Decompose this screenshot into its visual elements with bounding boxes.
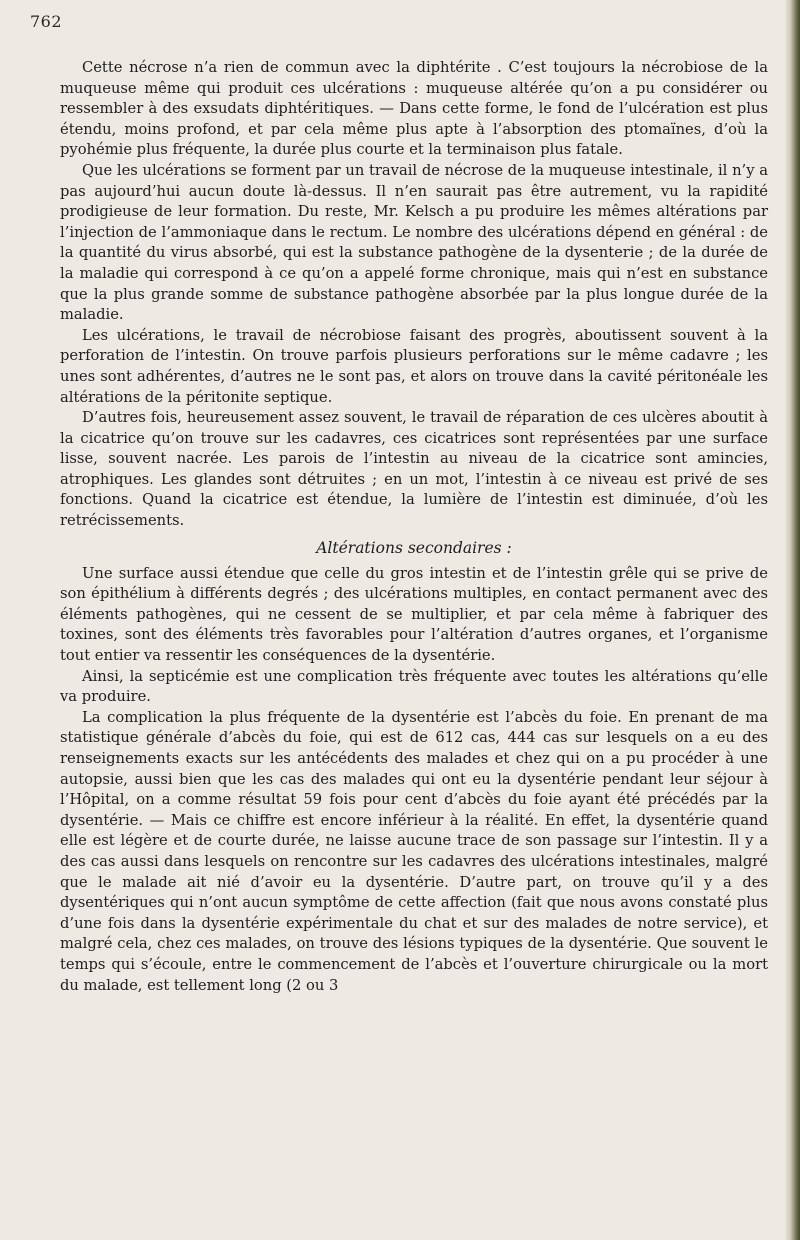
- page-edge-shadow: [784, 0, 800, 1240]
- section-heading: Altérations secondaires :: [316, 538, 512, 557]
- paragraph: Les ulcérations, le travail de nécrobiose faisant des progrès, aboutissent souvent à la perforation de l’intestin. On trouve parfois plusieurs perforations sur le même cadavre ; les unes sont adhérentes, d’autres ne le sont pas, et alors on trouve dans la cavité péritonéale les altérations de la péritonite septique.: [60, 326, 768, 406]
- paragraph: Ainsi, la septicémie est une complication très fréquente avec toutes les altérations qu’elle va produire.: [60, 667, 768, 706]
- paragraph: Une surface aussi étendue que celle du gros intestin et de l’intestin grêle qui se prive de son épithélium à différents degrés ; des ulcérations multiples, en contact permanent avec des éléments pathogènes, qui ne cessent de se multiplier, et par cela même à fabriquer des toxines, sont des éléments très favorables pour l’altération d’autres organes, et l’organisme tout entier va ressentir les conséquences de la dysentérie.: [60, 564, 768, 665]
- page-number: 762: [30, 12, 63, 31]
- paragraph: Cette nécrose n’a rien de commun avec la diphtérite . C’est toujours la nécrobiose de la muqueuse même qui produit ces ulcérations : muqueuse altérée qu’on a pu considérer ou ressembler à des exsudats diphtéritiques. — Dans cette forme, le fond de l’ulcération est plus étendu, moins profond, et par cela même plus apte à l’absorption des ptomaïnes, d’où la pyohémie plus fréquente, la durée plus courte et la terminaison plus fatale.: [60, 59, 768, 159]
- paragraph: D’autres fois, heureusement assez souvent, le travail de réparation de ces ulcères aboutit à la cicatrice qu’on trouve sur les cadavres, ces cicatrices sont représentées par une surface lisse, souvent nacrée. Les parois de l’intestin au niveau de la cicatrice sont amincies, atrophiques. Les glandes sont détruites ; en un mot, l’intestin à ce niveau est privé de ses fonctions. Quand la cicatrice est étendue, la lumière de l’intestin est diminuée, d’où les retrécissements.: [60, 409, 768, 530]
- paragraph: Que les ulcérations se forment par un travail de nécrose de la muqueuse intestinale, il n’y a pas aujourd’hui aucun doute là-dessus. Il n’en saurait pas être autrement, vu la rapidité prodigieuse de leur formation. Du reste, Mr. Kelsch a pu produire les mêmes altérations par l’injection de l’ammoniaque dans le rectum. Le nombre des ulcérations dépend en général : de la quantité du virus absorbé, qui est la substance pathogène de la dysenterie ; de la durée de la maladie qui correspond à ce qu’on a appelé forme chronique, mais qui n’est en substance que la plus grande somme de substance pathogène absorbée par la plus longue durée de la maladie.: [60, 161, 768, 324]
- body-text: [60, 58, 768, 996]
- paragraph: La complication la plus fréquente de la dysentérie est l’abcès du foie. En prenant de ma statistique générale d’abcès du foie, qui est de 612 cas, 444 cas sur lesquels on a eu des renseignements exacts sur les antécédents des malades et chez qui on a pu procéder à une autopsie, aussi bien que les cas des malades qui ont eu la dysentérie pendant leur séjour à l’Hôpital, on a comme résultat 59 fois pour cent d’abcès du foie ayant été précédés par la dysentérie. — Mais ce chiffre est encore inférieur à la réalité. En effet, la dysentérie quand elle est légère et de courte durée, ne laisse aucune trace de son passage sur l’intestin. Il y a des cas aussi dans lesquels on rencontre sur les cadavres des ulcérations intestinales, malgré que le malade ait nié d’avoir eu la dysentérie. D’autre part, on trouve qu’il y a des dysentériques qui n’ont aucun symptôme de cette affection (fait que nous avons constaté plus d’une fois dans la dysentérie expérimentale du chat et sur des malades de notre service), et malgré cela, chez ces malades, on trouve des lésions typiques de la dysentérie. Que souvent le temps qui s’écoule, entre le commencement de l’abcès et l’ouverture chirurgicale ou la mort du malade, est tellement long (2 ou 3: [60, 708, 768, 994]
